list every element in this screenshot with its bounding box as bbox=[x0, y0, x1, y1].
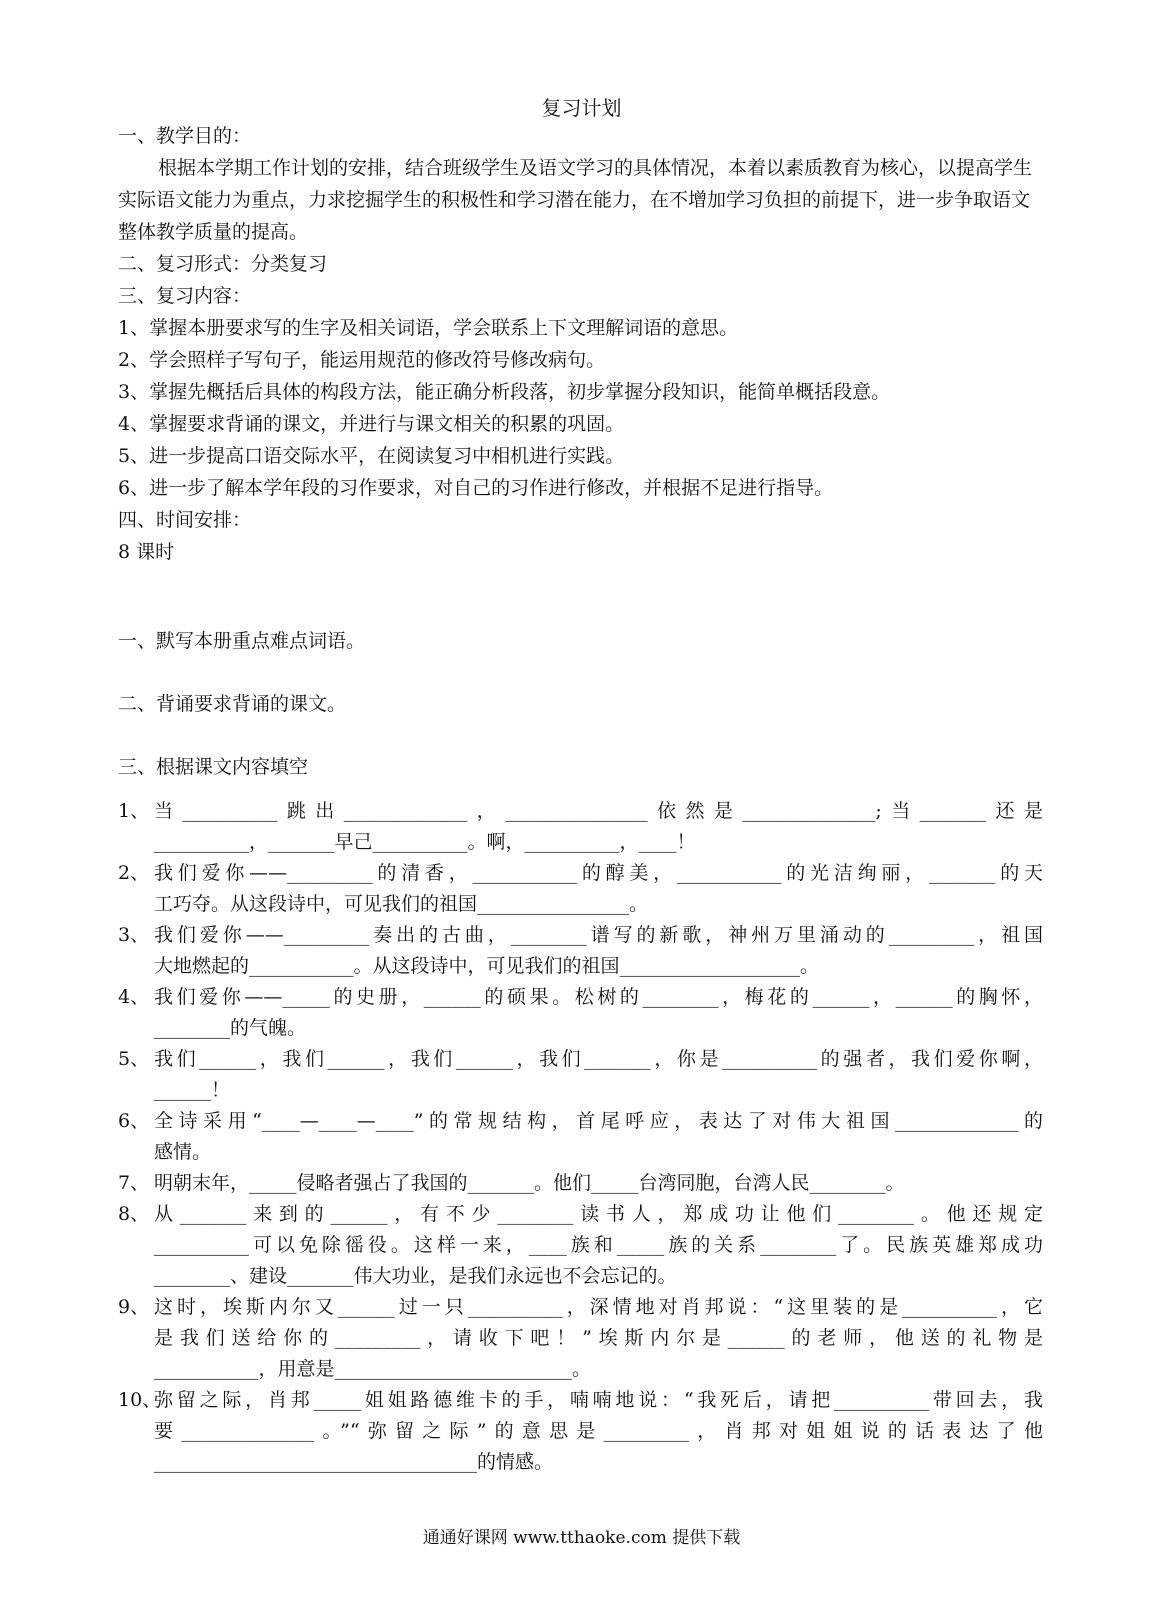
exercise-item bbox=[118, 1044, 1043, 1106]
exercise-line: 这时，埃斯内尔又______过一只__________，深情地对肖邦说：“这里装的是__________，它 bbox=[154, 1296, 1043, 1318]
exercise-item bbox=[118, 920, 1043, 982]
exercise-line: 我们______，我们______，我们______，我们_______，你是__________的强者，我们爱你啊， bbox=[154, 1048, 1043, 1070]
exercise-number: 9、 bbox=[118, 1296, 150, 1318]
plan-heading-schedule: 四、时间安排： bbox=[118, 509, 252, 531]
exercise-line: 我们爱你——_____的史册，______的硕果。松树的________，梅花的______，______的胸怀， bbox=[154, 986, 1043, 1008]
plan-goal-paragraph: 根据本学期工作计划的安排，结合班级学生及语文学习的具体情况，本着以素质教育为核心，以提高学生实际语文能力为重点，力求挖掘学生的积极性和学习潜在能力，在不增加学习负担的前提下，进一步争取语文整体教学质量的提高。 bbox=[118, 157, 1033, 243]
exercise-item bbox=[118, 982, 1043, 1044]
exercise-line: 从_______来到的______，有不少________读书人，郑成功让他们________。他还规定 bbox=[154, 1203, 1043, 1225]
exercise-item bbox=[118, 1199, 1043, 1292]
plan-content-item: 2、学会照样子写句子，能运用规范的修改符号修改病句。 bbox=[118, 349, 606, 371]
exercise-line: ______！ bbox=[154, 1079, 231, 1101]
exercise-line: __________，_______早己__________。啊，__________，____！ bbox=[154, 831, 696, 853]
plan-content-item: 4、掌握要求背诵的课文，并进行与课文相关的积累的巩固。 bbox=[118, 413, 625, 435]
exercise-line: 明朝末年，_____侵略者强占了我国的_______。他们_____台湾同胞，台湾人民________。 bbox=[154, 1172, 905, 1194]
plan-heading-review-form: 二、复习形式：分类复习 bbox=[118, 253, 328, 275]
exercise-line: ________的气魄。 bbox=[154, 1017, 307, 1039]
plan-content-item: 3、掌握先概括后具体的构段方法，能正确分析段落，初步掌握分段知识，能简单概括段意。 bbox=[118, 381, 891, 403]
exercise-number: 2、 bbox=[118, 862, 150, 884]
exercise-line: 工巧夺。从这段诗中，可见我们的祖国________________。 bbox=[154, 893, 649, 915]
exercise-line: 我们爱你——_________奏出的古曲，________谱写的新歌，神州万里涌动的_________，祖国 bbox=[154, 924, 1043, 946]
exercise-line: __________________________________的情感。 bbox=[154, 1451, 554, 1473]
exercise-line: 当__________跳出_____________，_______________依然是______________;当_______还是 bbox=[154, 800, 1043, 822]
plan-content-item: 5、进一步提高口语交际水平，在阅读复习中相机进行实践。 bbox=[118, 445, 625, 467]
exercise-number: 6、 bbox=[118, 1110, 150, 1132]
exercise-item bbox=[118, 1168, 1043, 1199]
fill-in-exercises bbox=[118, 796, 1043, 1478]
exercise-item bbox=[118, 1106, 1043, 1168]
exercise-number: 8、 bbox=[118, 1203, 150, 1225]
page-title: 复习计划 bbox=[541, 96, 622, 120]
exercise-line: ________、建设_______伟大功业，是我们永远也不会忘记的。 bbox=[154, 1265, 677, 1287]
plan-content-item: 1、掌握本册要求写的生字及相关词语，学会联系上下文理解词语的意思。 bbox=[118, 317, 739, 339]
exercise-number: 10、 bbox=[118, 1389, 162, 1411]
exercise-number: 5、 bbox=[118, 1048, 150, 1070]
exercise-line: 我们爱你——_________的清香，___________的醇美，___________的光洁绚丽，_______的天 bbox=[154, 862, 1043, 884]
exercise-number: 1、 bbox=[118, 800, 150, 822]
exercise-line: 是我们送给你的_________，请收下吧！”埃斯内尔是______的老师，他送的礼物是 bbox=[154, 1327, 1043, 1349]
review-plan-section bbox=[118, 120, 1043, 568]
exercise-line: ___________，用意是_________________________。 bbox=[154, 1358, 592, 1380]
task-fill-in-heading: 三、根据课文内容填空 bbox=[118, 756, 309, 778]
exercise-number: 7、 bbox=[118, 1172, 150, 1194]
plan-heading-review-content: 三、复习内容： bbox=[118, 285, 252, 307]
plan-content-item: 6、进一步了解本学年段的习作要求，对自己的习作进行修改，并根据不足进行指导。 bbox=[118, 477, 834, 499]
exercise-item bbox=[118, 1385, 1043, 1478]
exercise-item bbox=[118, 796, 1043, 858]
exercise-line: __________可以免除徭役。这样一来，____族和_____族的关系________了。民族英雄郑成功 bbox=[154, 1234, 1043, 1256]
footer-source: 通通好课网 www.tthaoke.com 提供下载 bbox=[422, 1528, 741, 1548]
plan-schedule-value: 8 课时 bbox=[118, 541, 175, 563]
exercise-number: 3、 bbox=[118, 924, 150, 946]
task-dictation: 一、默写本册重点难点词语。 bbox=[118, 630, 366, 652]
exercise-line: 弥留之际，肖邦_____姐姐路德维卡的手，喃喃地说：“我死后，请把__________带回去，我 bbox=[154, 1389, 1043, 1411]
task-recitation: 二、背诵要求背诵的课文。 bbox=[118, 693, 347, 715]
exercise-line: 感情。 bbox=[154, 1141, 212, 1163]
exercise-item bbox=[118, 858, 1043, 920]
exercise-line: 要______________。”“弥留之际”的意思是_________，肖邦对姐姐说的话表达了他 bbox=[154, 1420, 1043, 1442]
exercise-line: 全诗采用“____—____—____”的常规结构，首尾呼应，表达了对伟大祖国_____________的 bbox=[154, 1110, 1043, 1132]
exercise-item bbox=[118, 1292, 1043, 1385]
exercise-line: 大地燃起的___________。从这段诗中，可见我们的祖国___________________。 bbox=[154, 955, 820, 977]
plan-heading-teaching-goal: 一、教学目的： bbox=[118, 125, 252, 147]
exercise-number: 4、 bbox=[118, 986, 150, 1008]
